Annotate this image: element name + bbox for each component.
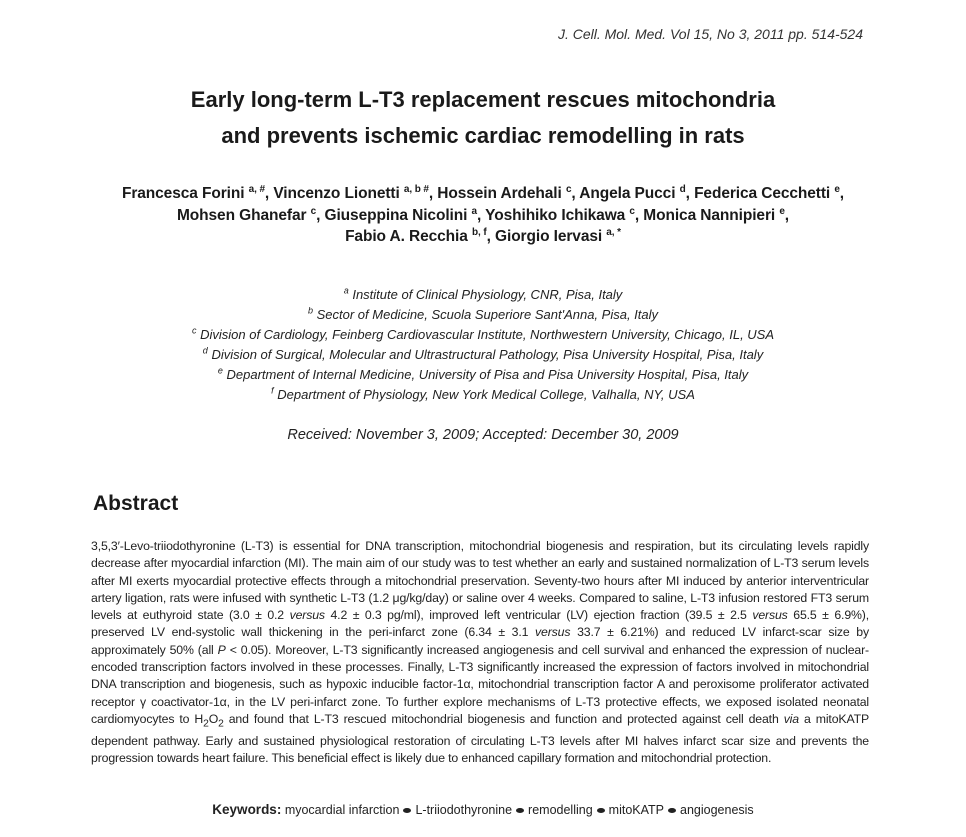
affiliation-mark: e (217, 365, 223, 376)
author-affil-mark: a, * (606, 226, 621, 238)
title-line-1: Early long-term L-T3 replacement rescues mitochondria (190, 87, 776, 112)
author-affil-mark: e (834, 183, 840, 195)
keywords-line (0, 802, 966, 817)
affiliation-mark: d (202, 345, 208, 356)
bullet-icon (597, 808, 605, 813)
abstract-italic: versus (752, 608, 788, 623)
abstract-text: 65.5 ± 6.9%), preserved LV end-systolic wall thickening in the peri-infarct zone (6.34 ± 3.1 (91, 608, 870, 640)
author-affil-mark: c (310, 205, 317, 217)
bullet-icon (668, 808, 676, 813)
affiliation-item (60, 365, 906, 385)
affiliation-text: Institute of Clinical Physiology, CNR, Pisa, Italy (352, 287, 623, 302)
received-dates: Received: November 3, 2009; Accepted: December 30, 2009 (287, 427, 679, 443)
author-affil-mark: c (629, 205, 635, 217)
affiliation-list (60, 285, 906, 405)
author-name: Francesca Forini (121, 185, 245, 202)
author-affil-mark: d (679, 183, 686, 195)
affiliation-text: Division of Surgical, Molecular and Ultrastructural Pathology, Pisa University Hospital, Pisa, Italy (211, 347, 764, 362)
abstract-subscript: 2 (218, 718, 224, 730)
abstract-paragraph (91, 538, 869, 767)
abstract-heading: Abstract (93, 492, 179, 515)
title-line-2: and prevents ischemic cardiac remodelling in rats (221, 123, 745, 148)
affiliation-text: Department of Internal Medicine, University of Pisa and Pisa University Hospital, Pisa, Italy (226, 367, 749, 382)
affiliation-mark: a (343, 285, 349, 296)
abstract-body (91, 538, 869, 767)
keyword-item: angiogenesis (680, 803, 754, 817)
affiliation-mark: b (307, 305, 313, 316)
author-affil-mark: e (779, 205, 785, 217)
author-line-2: Mohsen Ghanefar $^c$, Giuseppina Nicolini $^a$, Yoshihiko Ichikawa $^c$, Monica Nannipieri $^e$, (176, 205, 789, 224)
abstract-italic: versus (289, 608, 325, 623)
author-affil-mark: a, # (248, 183, 265, 195)
keyword-item: L-triiodothyronine (415, 803, 513, 817)
author-name: Federica Cecchetti (694, 185, 831, 202)
author-name: Giuseppina Nicolini (324, 206, 468, 224)
bullet-icon (403, 808, 411, 813)
author-affil-mark: c (565, 183, 572, 195)
author-name: Giorgio Iervasi (495, 228, 603, 245)
abstract-text: and found that L-T3 rescued mitochondrial biogenesis and function and protected against cell death (223, 711, 784, 726)
author-name: Hossein Ardehali (437, 185, 562, 202)
author-affil-mark: a, b # (403, 183, 429, 195)
keyword-item: mitoKATP (608, 803, 665, 817)
affiliation-item (60, 385, 906, 405)
author-name: Monica Nannipieri (643, 206, 776, 224)
affiliation-mark: c (191, 325, 197, 336)
bullet-icon (516, 808, 524, 813)
author-name: Fabio A. Recchia (345, 228, 468, 245)
affiliation-item (60, 345, 906, 365)
author-line-3: Fabio A. Recchia $^{b, f}$, Giorgio Iervasi $^{a, *}$ (345, 226, 621, 245)
abstract-text: 4.2 ± 0.3 pg/ml), improved left ventricular (LV) ejection fraction (39.5 ± 2.5 (324, 608, 753, 623)
abstract-subscript: 2 (203, 718, 209, 730)
author-name: Angela Pucci (579, 185, 676, 202)
author-name: Vincenzo Lionetti (273, 185, 400, 202)
abstract-text: a mitoKATP dependent pathway. Early and sustained physiological restoration of circulating L-T3 levels after MI halves infarct scar size and prevents the progression towards heart failure. This beneficial effect is likely due to enhanced capillary formation and mitochondrial protection. (91, 711, 869, 766)
author-list (60, 183, 906, 248)
affiliation-item (60, 285, 906, 305)
affiliation-text: Division of Cardiology, Feinberg Cardiovascular Institute, Northwestern University, Chicago, IL, USA (200, 327, 775, 342)
affiliation-item (60, 325, 906, 345)
affiliation-mark: f (271, 385, 274, 396)
affiliation-text: Sector of Medicine, Scuola Superiore Sant'Anna, Pisa, Italy (316, 307, 659, 322)
author-line-1: Francesca Forini $^{a, \#}$, Vincenzo Lionetti $^{a, b \#}$, Hossein Ardehali $^c$, Angela Pucci $^d$, Federica Cecchetti $^e$, (121, 183, 845, 202)
abstract-italic: via (783, 711, 799, 726)
abstract-italic: P (217, 642, 226, 657)
author-affil-mark: b, f (472, 226, 487, 238)
affiliation-text: Department of Physiology, New York Medical College, Valhalla, NY, USA (277, 387, 695, 402)
keyword-item: myocardial infarction (284, 803, 400, 817)
keyword-item: remodelling (528, 803, 593, 817)
abstract-text: O (208, 711, 219, 726)
abstract-italic: versus (535, 625, 571, 640)
paper-title (0, 82, 966, 154)
keywords-label: Keywords: (212, 802, 282, 817)
author-name: Mohsen Ghanefar (176, 206, 307, 224)
abstract-text: 3,5,3′-Levo-triiodothyronine (L-T3) is essential for DNA transcription, mitochondrial biogenesis and respiration, but its circulating levels rapidly decrease after myocardial infarction (MI). The main aim of our study was to test whether an early and sustained normalization of L-T3 serum levels after MI exerts myocardial protective effects through a mitochondrial preservation. Seventy-two hours after MI induced by anterior interventricular artery ligation, rats were infused with synthetic L-T3 (1.2 μg/kg/day) or saline over 4 weeks. Compared to saline, L-T3 infusion restored FT3 serum levels at euthyroid state (3.0 ± 0.2 (91, 539, 869, 623)
abstract-text: < 0.05). Moreover, L-T3 significantly increased angiogenesis and cell survival and enhanced the expression of nuclear-encoded transcription factors involved in these processes. Finally, L-T3 significantly increased the expression of factors involved in mitochondrial DNA transcription and biogenesis, such as hypoxic inducible factor-1α, mitochondrial transcription factor A and peroxisome proliferator activated receptor γ coactivator-1α, in the LV peri-infarct zone. To further explore mechanisms of L-T3 protective effects, we exposed isolated neonatal cardiomyocytes to H (91, 642, 870, 726)
author-name: Yoshihiko Ichikawa (485, 206, 626, 224)
abstract-text: 33.7 ± 6.21%) and reduced LV infarct-scar size by approximately 50% (all (91, 625, 869, 657)
affiliation-item (60, 305, 906, 325)
author-affil-mark: a (471, 205, 477, 217)
journal-citation: J. Cell. Mol. Med. Vol 15, No 3, 2011 pp. 514-524 (557, 26, 863, 42)
